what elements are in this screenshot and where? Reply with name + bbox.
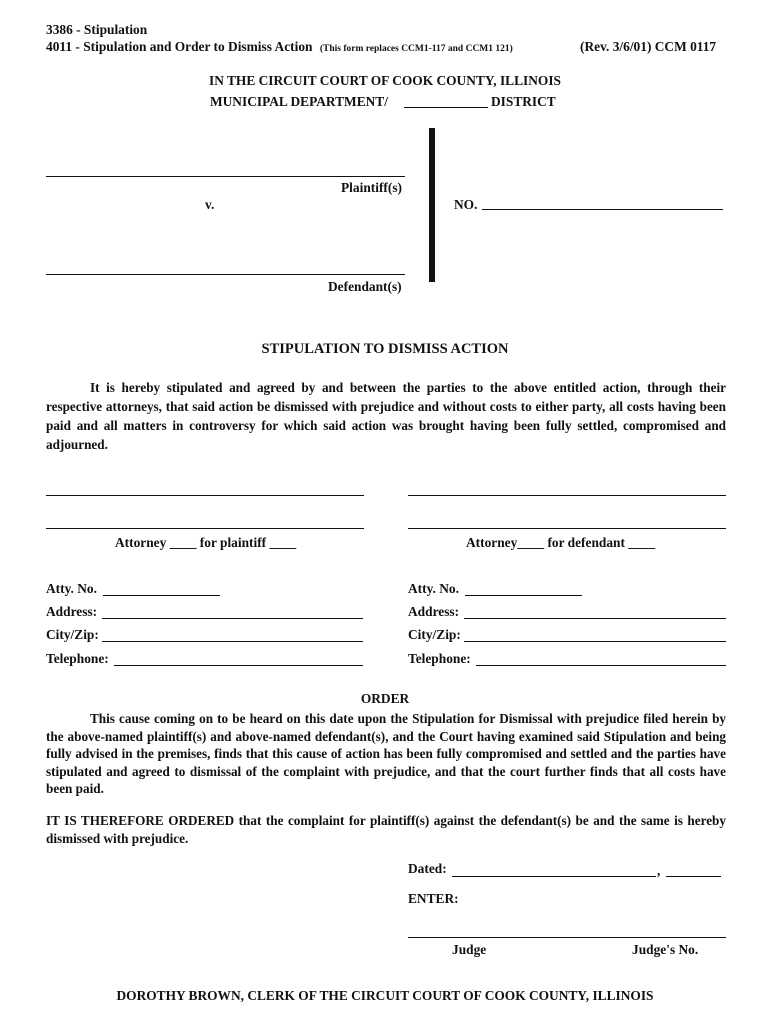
ordered-clause: IT IS THEREFORE ORDERED that the complaint for plaintiff(s) against the defendant(s) be and the same is hereby dismissed with prejudice. [46,813,726,846]
enter-label: ENTER: [408,891,459,906]
plaintiff-atty-no-line[interactable] [103,595,220,596]
versus-label: v. [205,197,215,212]
plaintiff-telephone-label: Telephone: [46,651,109,666]
district-label: DISTRICT [491,94,556,109]
defendant-attorney-caption: Attorney____ for defendant ____ [466,535,656,550]
order-body [46,710,726,798]
defendant-atty-no-label: Atty. No. [408,581,459,596]
form-number-stipulation: 3386 - Stipulation [46,22,148,37]
stipulation-title: STIPULATION TO DISMISS ACTION [261,341,509,357]
defendant-atty-no-line[interactable] [465,595,582,596]
case-number-line[interactable] [482,209,723,210]
dated-line[interactable] [452,876,656,877]
judge-signature-line[interactable] [408,937,726,938]
defendant-cityzip-label: City/Zip: [408,627,461,642]
clerk-footer: DOROTHY BROWN, CLERK OF THE CIRCUIT COURT OF COOK COUNTY, ILLINOIS [116,988,654,1003]
plaintiff-address-line[interactable] [102,618,363,619]
plaintiff-label: Plaintiff(s) [341,180,402,195]
plaintiff-attorney-caption: Attorney ____ for plaintiff ____ [115,535,297,550]
form-title [46,39,513,55]
dated-comma: , [657,863,661,878]
case-number-label: NO. [454,197,478,212]
order-body-text: This cause coming on to be heard on this date upon the Stipulation for Dismissal with prejudice filed herein by the above-named plaintiff(s) and above-named defendant(s), and the Court having examined said Stipulation and being fully advised in the premises, finds that this cause of action has been fully compromised and settled and the parties have stipulated and agreed to dismissal of the complaint with prejudice, and that the court further finds that all costs have been paid. [46,711,726,797]
defendant-attorney-name-line[interactable] [408,528,726,529]
defendant-name-line[interactable] [46,274,405,275]
judge-number-label: Judge's No. [632,942,699,957]
plaintiff-cityzip-label: City/Zip: [46,627,99,642]
defendant-address-line[interactable] [464,618,726,619]
caption-divider [429,128,435,282]
order-title: ORDER [360,691,410,706]
court-name: IN THE CIRCUIT COURT OF COOK COUNTY, ILLINOIS [209,73,561,88]
plaintiff-attorney-name-line[interactable] [46,528,364,529]
dated-label: Dated: [408,861,447,876]
plaintiff-address-label: Address: [46,604,98,619]
department-label: MUNICIPAL DEPARTMENT/ [210,94,388,109]
plaintiff-cityzip-line[interactable] [102,641,363,642]
form-title-text: 4011 - Stipulation and Order to Dismiss Action [46,39,313,54]
defendant-address-label: Address: [408,604,460,619]
plaintiff-telephone-line[interactable] [114,665,363,666]
dated-year-line[interactable] [666,876,721,877]
stipulation-body-text: It is hereby stipulated and agreed by and between the parties to the above entitled action, through their respective attorneys, that said action be dismissed with prejudice and without costs to either party, all costs having been paid and all matters in controversy for which said action was brought having been fully settled, compromised and adjourned. [46,380,726,452]
plaintiff-attorney-signature-line[interactable] [46,495,364,496]
defendant-telephone-label: Telephone: [408,651,471,666]
replaces-note: (This form replaces CCM1-117 and CCM1 121) [319,44,513,54]
revision-code: (Rev. 3/6/01) CCM 0117 [580,39,717,54]
defendant-attorney-signature-line[interactable] [408,495,726,496]
stipulation-body [46,378,726,454]
plaintiff-name-line[interactable] [46,176,405,177]
defendant-telephone-line[interactable] [476,665,726,666]
district-blank[interactable] [404,107,488,108]
defendant-label: Defendant(s) [328,279,402,294]
judge-label: Judge [452,942,487,957]
plaintiff-atty-no-label: Atty. No. [46,581,97,596]
defendant-cityzip-line[interactable] [464,641,726,642]
